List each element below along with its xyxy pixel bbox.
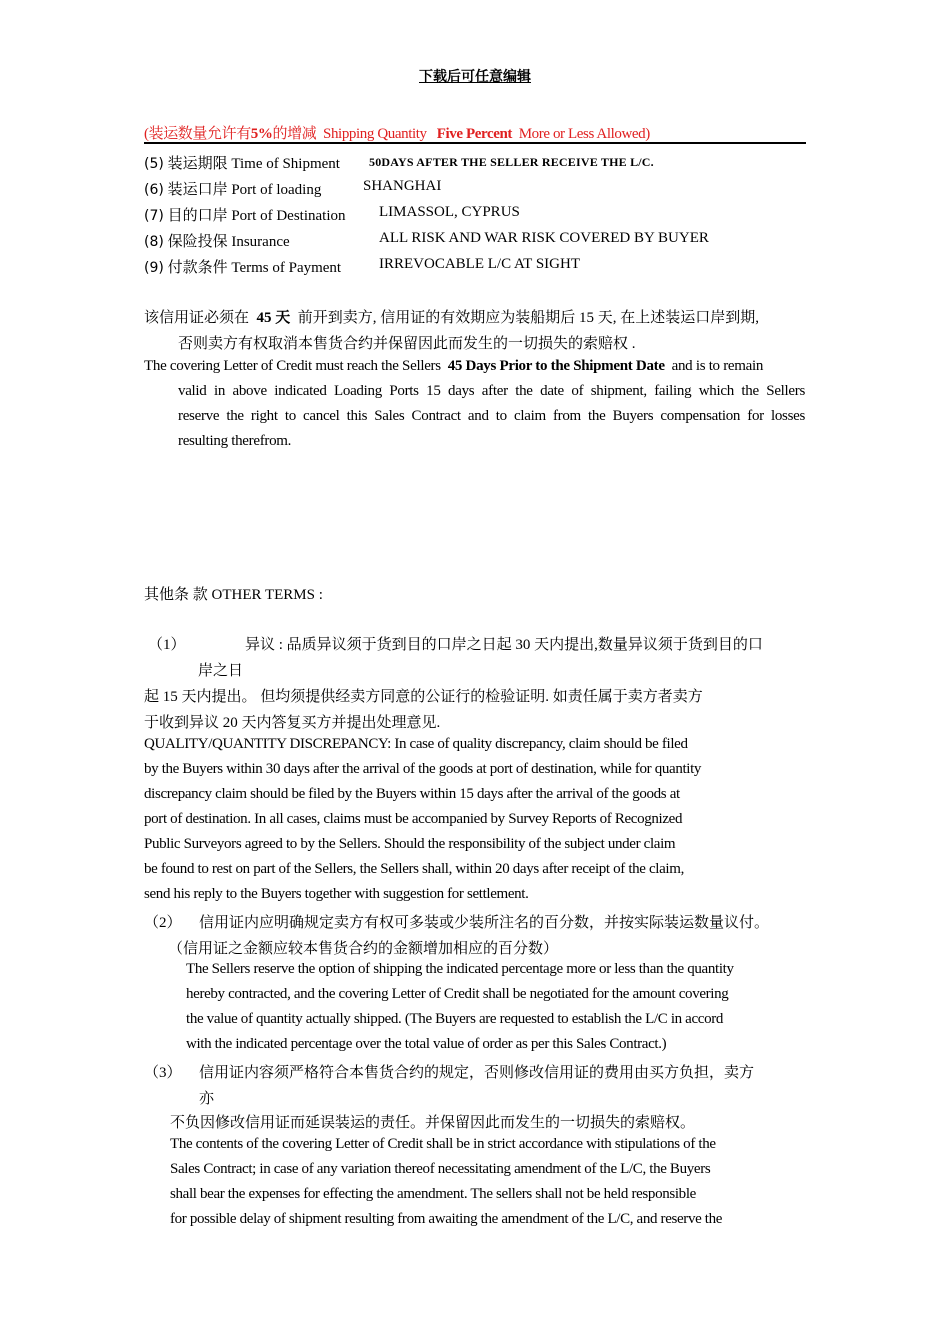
term-value-insurance: ALL RISK AND WAR RISK COVERED BY BUYER bbox=[379, 230, 709, 246]
term-value-port-of-destination: LIMASSOL, CYPRUS bbox=[379, 204, 520, 220]
clause-2-zh-line-2: （信用证之金额应较本售货合约的金额增加相应的百分数） bbox=[168, 941, 559, 957]
clause-3-en-line: The contents of the covering Letter of Credit shall be in strict accordance with stipulations of the bbox=[170, 1136, 716, 1152]
clause-1-zh-line-3: 于收到异议 20 天内答复买方并提出处理意见. bbox=[144, 715, 441, 731]
term-label: 目的口岸 Port of Destination bbox=[167, 208, 346, 224]
term-row-port-of-destination bbox=[144, 204, 346, 225]
term-label: 装运口岸 Port of loading bbox=[167, 182, 322, 198]
term-label: 付款条件 Terms of Payment bbox=[167, 260, 342, 276]
clause-2-en-line: the value of quantity actually shipped. (The Buyers are requested to establish the L/C in accord bbox=[186, 1011, 724, 1027]
term-value-payment: IRREVOCABLE L/C AT SIGHT bbox=[379, 256, 580, 272]
lc-zh-line-2: 否则卖方有权取消本售货合约并保留因此而发生的一切损失的索赔权 . bbox=[178, 336, 636, 352]
tolerance-zh-tail: 的增减 bbox=[272, 126, 317, 142]
clause-1-en-line: QUALITY/QUANTITY DISCREPANCY: In case of quality discrepancy, claim should be filed bbox=[144, 736, 688, 752]
term-label: 保险投保 Insurance bbox=[167, 234, 290, 250]
term-value-shipment-time: 50DAYS AFTER THE SELLER RECEIVE THE L/C. bbox=[369, 155, 654, 169]
lc-en-text-a: The covering Letter of Credit must reach the Sellers bbox=[144, 358, 441, 374]
clause-1-en-line: port of destination. In all cases, claims must be accompanied by Survey Reports of Recognized bbox=[144, 811, 683, 827]
clause-2-number: （2） bbox=[144, 915, 182, 931]
clause-3-en-line: shall bear the expenses for effecting the amendment. The sellers shall not be held responsible bbox=[170, 1186, 696, 1202]
clause-3-zh-line-1b: 亦 bbox=[199, 1091, 215, 1107]
clause-2-en-line: hereby contracted, and the covering Letter of Credit shall be negotiated for the amount covering bbox=[186, 986, 729, 1002]
lc-zh-text-b: 前开到卖方, 信用证的有效期应为装船期后 15 天, 在上述装运口岸到期, bbox=[297, 310, 760, 326]
term-number: (9) bbox=[144, 260, 164, 276]
term-number: (8) bbox=[144, 234, 164, 250]
lc-en-text-b: and is to remain bbox=[671, 358, 764, 374]
clause-1-zh-line-1b: 岸之日 bbox=[198, 663, 244, 679]
clause-1-zh-line-2: 起 15 天内提出。 但均须提供经卖方同意的公证行的检验证明. 如责任属于卖方者卖方 bbox=[144, 689, 703, 705]
tolerance-open: (装运数量允许有 bbox=[144, 126, 251, 142]
lc-en-line-3: reserve the right to cancel this Sales Contract and to claim from the Buyers compensation for losses bbox=[178, 408, 805, 424]
lc-en-bold: 45 Days Prior to the Shipment Date bbox=[447, 358, 665, 374]
lc-en-line-1 bbox=[144, 358, 763, 375]
header-divider bbox=[144, 142, 806, 144]
lc-zh-line-1 bbox=[144, 306, 759, 327]
term-value-port-of-loading: SHANGHAI bbox=[363, 178, 442, 194]
term-row-insurance bbox=[144, 230, 290, 251]
lc-en-line-4: resulting therefrom. bbox=[178, 433, 292, 449]
clause-1-en-line: Public Surveyors agreed to by the Sellers. Should the responsibility of the subject under claim bbox=[144, 836, 676, 852]
term-row-port-of-loading bbox=[144, 178, 321, 199]
page-header-title: 下载后可任意编辑 bbox=[419, 70, 531, 85]
term-label: 装运期限 Time of Shipment bbox=[167, 156, 340, 172]
tolerance-pct: 5% bbox=[250, 126, 273, 142]
other-terms-heading: 其他条 款 OTHER TERMS : bbox=[144, 587, 323, 603]
clause-1-en-line: send his reply to the Buyers together with suggestion for settlement. bbox=[144, 886, 529, 902]
term-number: (7) bbox=[144, 208, 164, 224]
term-number: (5) bbox=[144, 156, 164, 172]
clause-2-en-line: The Sellers reserve the option of shipping the indicated percentage more or less than the quantity bbox=[186, 961, 734, 977]
clause-3-zh-line-2: 不负因修改信用证而延误装运的责任。并保留因此而发生的一切损失的索赔权。 bbox=[170, 1115, 696, 1131]
clause-1-en-line: by the Buyers within 30 days after the arrival of the goods at port of destination, while for quantity bbox=[144, 761, 702, 777]
clause-3-en-line: for possible delay of shipment resulting from awaiting the amendment of the L/C, and reserve the bbox=[170, 1211, 723, 1227]
term-number: (6) bbox=[144, 182, 164, 198]
clause-1-en-line: discrepancy claim should be filed by the Buyers within 15 days after the arrival of the goods at bbox=[144, 786, 680, 802]
tolerance-en-c: More or Less Allowed) bbox=[518, 126, 650, 142]
term-row-payment bbox=[144, 256, 341, 277]
tolerance-en-b: Five Percent bbox=[436, 126, 513, 142]
lc-zh-text-a: 该信用证必须在 bbox=[144, 310, 250, 326]
tolerance-en-a: Shipping Quantity bbox=[323, 126, 427, 142]
clause-2-zh-line-1: 信用证内应明确规定卖方有权可多装或少装所注名的百分数，并按实际装运数量议付。 bbox=[199, 915, 770, 931]
clause-1-zh-line-1: 异议 : 品质异议须于货到目的口岸之日起 30 天内提出,数量异议须于货到目的口 bbox=[245, 637, 763, 653]
lc-en-line-2: valid in above indicated Loading Ports 15 days after the date of shipment, failing which the Sellers bbox=[178, 383, 805, 399]
clause-3-zh-line-1: 信用证内容须严格符合本售货合约的规定，否则修改信用证的费用由买方负担，卖方 bbox=[199, 1065, 755, 1081]
quantity-tolerance-line bbox=[144, 122, 650, 143]
clause-3-en-line: Sales Contract; in case of any variation thereof necessitating amendment of the L/C, the Buyers bbox=[170, 1161, 711, 1177]
lc-zh-days: 45 天 bbox=[256, 310, 291, 326]
clause-3-number: （3） bbox=[144, 1065, 182, 1081]
term-row-shipment-time bbox=[144, 152, 340, 173]
clause-1-en-line: be found to rest on part of the Sellers, the Sellers shall, within 20 days after receipt of the claim, bbox=[144, 861, 684, 877]
clause-1-number: （1） bbox=[148, 637, 186, 653]
clause-2-en-line: with the indicated percentage over the total value of order as per this Sales Contract.) bbox=[186, 1036, 667, 1052]
